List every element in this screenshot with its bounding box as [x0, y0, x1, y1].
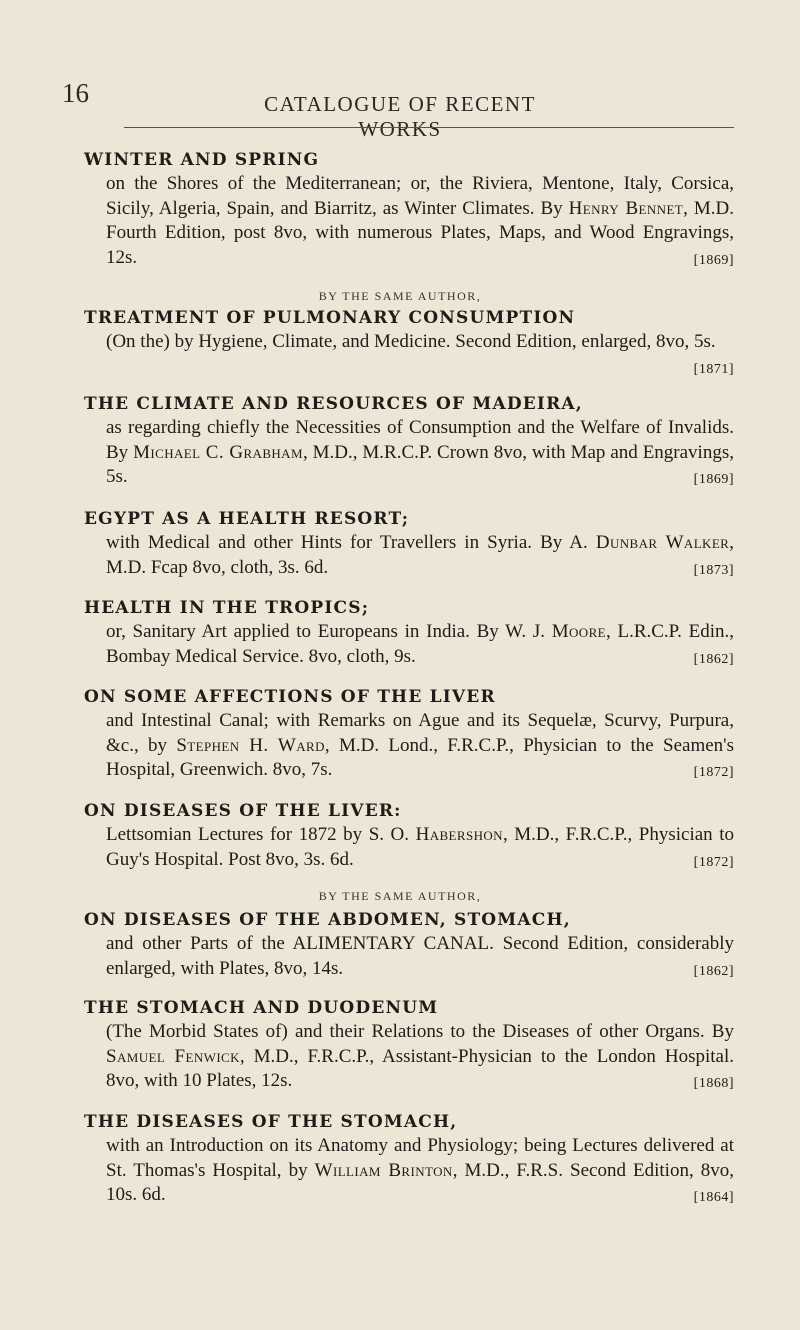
entry-description: [84, 330, 734, 377]
entry-title: EGYPT AS A HEALTH RESORT;: [84, 509, 410, 529]
entry-text: on the Shores of the Mediterranean; or, the Riviera, Mentone, Italy, Corsica, Sicily, Algeria, Spain, and Biarritz, as Winter Climates. By: [106, 173, 734, 219]
entry-text: (The Morbid States of) and their Relations to the Diseases of other Organs. By: [106, 1021, 734, 1042]
entry-title: WINTER AND SPRING: [84, 150, 320, 170]
entry-text: , M.D., F.R.S. Second Edition, 8vo, 10s. 6d.: [106, 1159, 735, 1205]
entry-text: or, Sanitary Art applied to Europeans in India. By W. J.: [106, 621, 552, 642]
catalogue-entry: [84, 908, 734, 984]
entry-title: THE STOMACH AND DUODENUM: [84, 998, 439, 1018]
entry-text: and other Parts of the ALIMENTARY CANAL. Second Edition, considerably enlarged, with Plates, 8vo, 14s.: [106, 933, 734, 979]
entry-year: [1871]: [693, 361, 734, 377]
running-title: CATALOGUE OF RECENT WORKS: [264, 92, 536, 141]
entry-title: THE CLIMATE AND RESOURCES OF MADEIRA,: [84, 394, 583, 414]
entry-year: [1868]: [693, 1076, 734, 1091]
same-author-byline: BY THE SAME AUTHOR,: [318, 889, 482, 903]
catalogue-entry: [84, 996, 734, 1097]
entry-year: [1873]: [693, 562, 734, 578]
catalogue-entry: [84, 596, 734, 672]
entry-title: ON SOME AFFECTIONS OF THE LIVER: [84, 687, 496, 707]
entry-author: Habershon: [415, 824, 503, 845]
entry-text: as regarding chiefly the Necessities of Consumption and the Welfare of Invalids. By: [106, 417, 734, 463]
catalogue-entry: [84, 392, 734, 493]
catalogue-entry: [84, 1110, 734, 1211]
same-author-byline: BY THE SAME AUTHOR,: [318, 289, 482, 303]
entry-year: [1869]: [693, 472, 734, 487]
catalogue-entry: [84, 799, 734, 875]
entry-description: [84, 531, 734, 580]
entry-description: [84, 823, 734, 872]
catalogue-entry: [84, 507, 734, 583]
entry-year: [1862]: [693, 963, 734, 979]
entry-text: , M.D., F.R.C.P., Assistant-Physician to the London Hospital. 8vo, with 10 Plates, 12s.: [106, 1045, 734, 1091]
entry-year: [1872]: [693, 765, 734, 780]
entry-title: TREATMENT OF PULMONARY CONSUMPTION: [84, 308, 576, 328]
header-rule: [124, 127, 734, 128]
entry-text: Lettsomian Lectures for 1872 by S. O.: [106, 824, 416, 845]
catalogue-entry: [84, 306, 734, 382]
entry-author: Henry Bennet: [568, 197, 684, 219]
entry-year: [1862]: [693, 651, 734, 667]
entry-author: Dunbar Walker: [595, 532, 730, 553]
entry-description: [84, 932, 734, 981]
entry-author: William Brinton: [314, 1159, 453, 1181]
entry-text: , L.R.C.P. Edin., Bombay Medical Service. 8vo, cloth, 9s.: [106, 621, 734, 667]
entry-title: ON DISEASES OF THE LIVER:: [84, 801, 402, 821]
entry-text: with Medical and other Hints for Travellers in Syria. By A.: [106, 532, 596, 553]
entry-text: , M.D. Fcap 8vo, cloth, 3s. 6d.: [106, 532, 734, 578]
entry-text: , M.D., F.R.C.P., Physician to Guy's Hospital. Post 8vo, 3s. 6d.: [106, 824, 734, 870]
entry-text: (On the) by Hygiene, Climate, and Medicine. Second Edition, enlarged, 8vo, 5s.: [106, 331, 716, 352]
catalogue-entry: [84, 685, 734, 786]
catalogue-entry: [84, 148, 734, 273]
entry-description: [84, 709, 734, 783]
entry-author: Samuel Fenwick: [106, 1045, 240, 1067]
entry-text: and Intestinal Canal; with Remarks on Ague and its Sequelæ, Scurvy, Purpura, &c., by: [106, 710, 734, 756]
entry-year: [1872]: [693, 854, 734, 870]
entry-text: , M.D., M.R.C.P. Crown 8vo, with Map and Engravings, 5s.: [106, 441, 734, 487]
entry-description: [84, 620, 734, 669]
entry-description: [84, 1134, 734, 1208]
entry-title: HEALTH IN THE TROPICS;: [84, 598, 370, 618]
entry-author: Stephen H. Ward: [176, 734, 325, 756]
entry-year: [1869]: [693, 252, 734, 268]
entry-text: , M.D. Fourth Edition, post 8vo, with numerous Plates, Maps, and Wood Engravings, 12s.: [106, 197, 735, 268]
page-number: 16: [62, 78, 89, 108]
entry-author: Michael C. Grabham: [133, 441, 303, 463]
entry-title: ON DISEASES OF THE ABDOMEN, STOMACH,: [84, 910, 571, 930]
entry-text: , M.D. Lond., F.R.C.P., Physician to the Seamen's Hospital, Greenwich. 8vo, 7s.: [106, 734, 734, 780]
entry-year: [1864]: [693, 1190, 734, 1205]
entry-description: [84, 172, 734, 270]
entry-title: THE DISEASES OF THE STOMACH,: [84, 1112, 458, 1132]
entry-description: [84, 1020, 734, 1094]
entry-description: [84, 416, 734, 490]
entry-text: with an Introduction on its Anatomy and Physiology; being Lectures delivered at St. Thomas's Hospital, by: [106, 1135, 734, 1181]
entry-author: Moore: [551, 621, 606, 642]
